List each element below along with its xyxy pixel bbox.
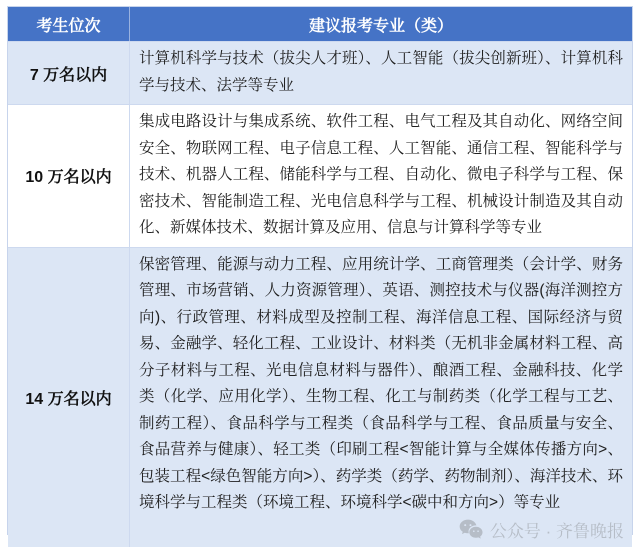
watermark-label: 公众号 · 齐鲁晚报 — [489, 521, 624, 541]
rank-cell — [8, 248, 129, 547]
table-row — [8, 41, 632, 104]
admission-rank-table — [7, 6, 633, 541]
majors-cell: 计算机科学与技术（拔尖人才班）、人工智能（拔尖创新班）、计算机科学与技术、法学等专业 — [129, 42, 632, 104]
majors-text: 保密管理、能源与动力工程、应用统计学、工商管理类（会计学、财务管理、市场营销、人力资源管理）、英语、测控技术与仪器(海洋测控方向)、行政管理、材料成型及控制工程、海洋信息工程、国际经济与贸易、金融学、轻化工程、工业设计、材料类（无机非金属材料工程、高分子材料与工程、光电信息材料与器件）、酿酒工程、金融科技、化学类（化学、应用化学）、生物工程、化工与制药类（化学工程与工艺、制药工程）、食品科学与工程类（食品科学与工程、食品质量与安全、食品营养与健康）、轻工类（印刷工程<智能计算与全媒体传播方向>、包装工程<绿色智能方向>）、药学类（药学、药物制剂）、海洋技术、环境科学与工程类（环境工程、环境科学<碳中和方向>）等专业 — [139, 255, 623, 511]
header-majors-column: 建议报考专业（类） — [129, 7, 632, 41]
rank-cell — [8, 105, 129, 247]
rank-label: 10 万名以内 — [25, 169, 112, 187]
rank-label: 7 万名以内 — [29, 66, 108, 84]
majors-cell: 集成电路设计与集成系统、软件工程、电气工程及其自动化、网络空间安全、物联网工程、电子信息工程、人工智能、通信工程、智能科学与技术、机器人工程、储能科学与工程、自动化、微电子科学与工程、保密技术、智能制造工程、光电信息科学与工程、机械设计制造及其自动化、新媒体技术、数据计算及应用、信息与计算科学等专业 — [129, 105, 632, 247]
table-row — [8, 104, 632, 247]
rank-cell — [8, 42, 129, 104]
majors-cell — [129, 248, 632, 547]
rank-label: 14 万名以内 — [25, 390, 112, 408]
table-header-row — [8, 7, 632, 41]
header-rank-column: 考生位次 — [36, 17, 101, 35]
table-row — [8, 247, 632, 547]
